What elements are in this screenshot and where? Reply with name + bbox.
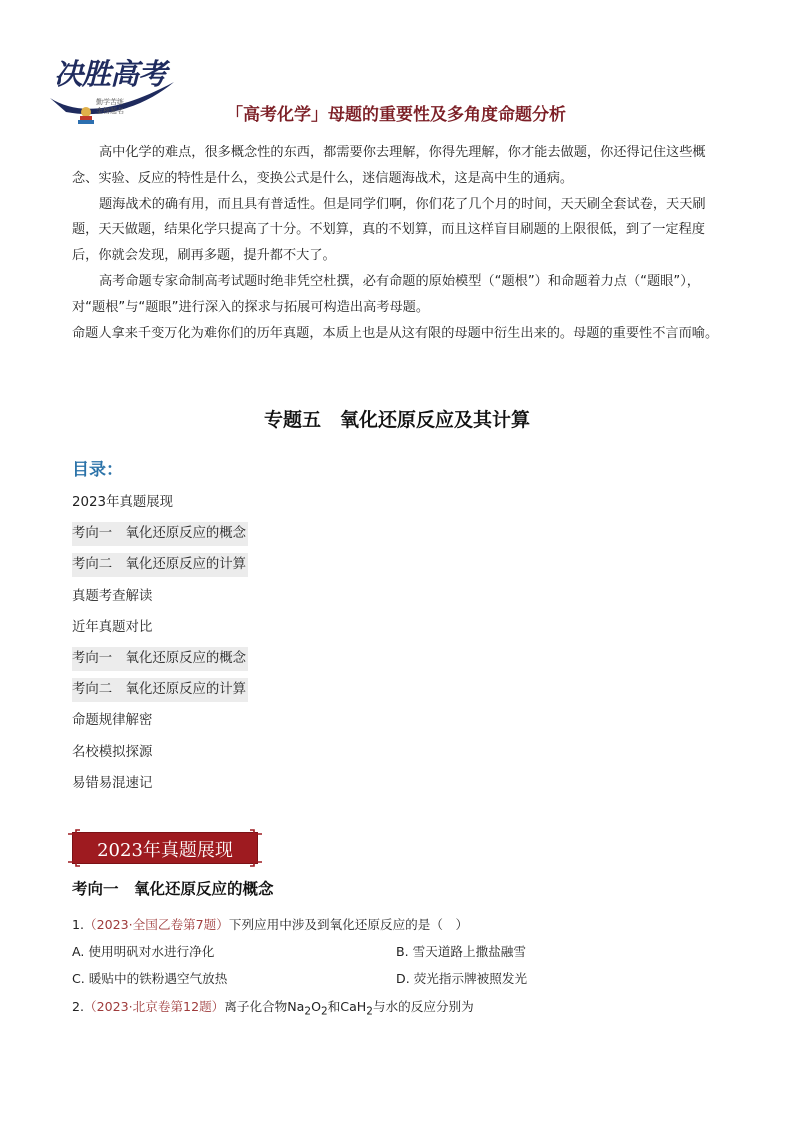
intro-paragraph: 命题人拿来千变万化为难你们的历年真题，本质上也是从这有限的母题中衍生出来的。母题的重要性不言而喻。: [72, 325, 719, 341]
question-stem: 离子化合物: [224, 999, 288, 1014]
option-b: B. 雪天道路上撒盐融雪: [396, 944, 526, 959]
toc-item[interactable]: 考向二 氧化还原反应的计算: [72, 678, 248, 702]
section-banner: [72, 828, 258, 868]
question-stem: 和: [327, 999, 341, 1014]
question-source: （2023·全国乙卷第7题）: [84, 917, 229, 932]
intro-paragraph: 高考命题专家命制高考试题时绝非凭空杜撰，必有命题的原始模型（“题根”）和命题着力点（“题眼”），对“题根”与“题眼”进行深入的探求与拓展可构造出高考母题。: [72, 273, 700, 315]
toc-item[interactable]: 近年真题对比: [72, 619, 153, 635]
topic-title: 专题五 氧化还原反应及其计算: [263, 409, 530, 431]
toc-item[interactable]: 易错易混速记: [72, 775, 153, 791]
logo-text: 决胜高考: [54, 57, 167, 91]
toc-item[interactable]: 命题规律解密: [72, 713, 153, 729]
intro-text: [72, 140, 724, 346]
logo-subtext: [96, 98, 124, 116]
intro-paragraph: 高中化学的难点，很多概念性的东西，都需要你去理解，你得先理解，你才能去做题，你还得记住这些概念、实验、反应的特性是什么，变换公式是什么，迷信题海战术，这是高中生的通病。: [72, 145, 706, 186]
table-of-contents: [72, 491, 248, 803]
banner-text: 2023年真题展现: [97, 840, 233, 861]
question-stem: 下列应用中涉及到氧化还原反应的是（ ）: [228, 917, 469, 932]
subscript: 2: [321, 1005, 328, 1018]
toc-heading: 目录：: [72, 460, 123, 480]
toc-item[interactable]: 考向一 氧化还原反应的概念: [72, 522, 248, 546]
toc-item[interactable]: 名校模拟探源: [72, 744, 153, 760]
question-source: （2023·北京卷第12题）: [84, 999, 225, 1014]
logo: [48, 50, 178, 128]
option-c: C. 暖贴中的铁粉遇空气放热: [72, 971, 228, 986]
subscript: 2: [366, 1005, 373, 1018]
chem-formula: O: [311, 999, 321, 1014]
intro-paragraph: 题海战术的确有用，而且具有普适性。但是同学们啊，你们花了几个月的时间，天天刷全套试卷，天天刷题，天天做题，结果化学只提高了十分。不划算，真的不划算，而且这样盲目刷题的上限很低，到了一定程度后，你就会发现，刷再多题，提升都不大了。: [72, 196, 706, 264]
question-stem: 与水的反应分别为: [372, 999, 474, 1014]
logo-subtext-2: 金榜题名: [96, 107, 124, 115]
section-heading: 考向一 氧化还原反应的概念: [72, 880, 274, 898]
question-number: 2.: [72, 999, 85, 1014]
option-d: D. 荧光指示牌被照发光: [396, 971, 528, 986]
logo-subtext-1: 勤学苦练: [96, 98, 124, 106]
question-number: 1.: [72, 917, 85, 932]
chem-formula: Na: [287, 999, 305, 1014]
chem-formula: CaH: [340, 999, 367, 1014]
header-title: 「高考化学」母题的重要性及多角度命题分析: [226, 105, 566, 125]
question-2: [72, 996, 474, 1018]
question-1: [72, 914, 468, 933]
toc-item[interactable]: 考向二 氧化还原反应的计算: [72, 553, 248, 577]
subscript: 2: [304, 1005, 312, 1018]
toc-item[interactable]: 真题考查解读: [72, 588, 153, 604]
toc-item[interactable]: 考向一 氧化还原反应的概念: [72, 647, 248, 671]
toc-item[interactable]: 2023年真题展现: [72, 495, 174, 510]
option-a: A. 使用明矾对水进行净化: [72, 944, 215, 959]
